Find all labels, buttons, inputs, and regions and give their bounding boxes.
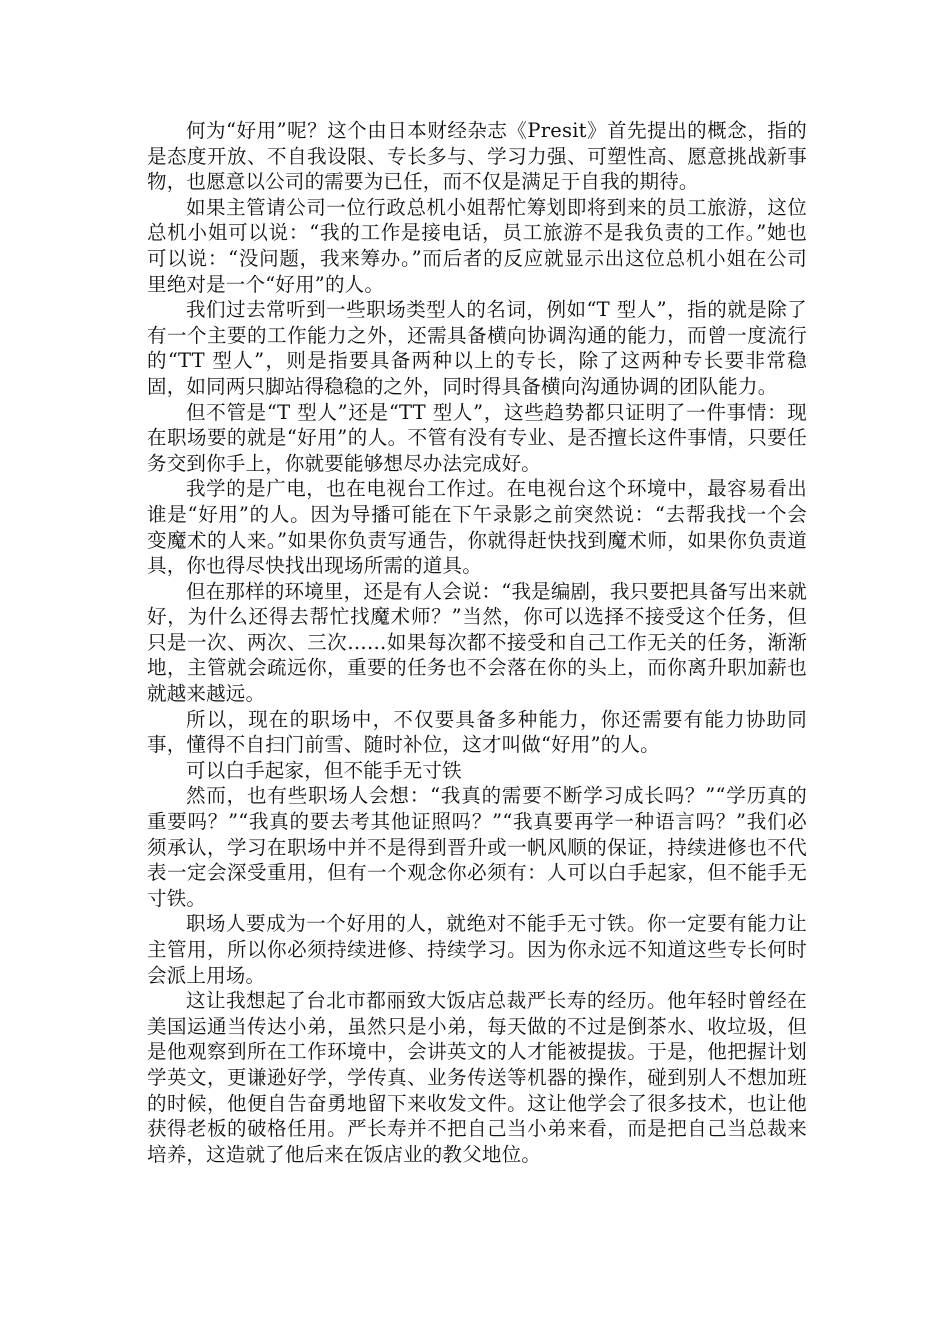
- paragraph-yan-changshou: 这让我想起了台北市都丽致大饭店总裁严长寿的经历。他年轻时曾经在美国运通当传达小弟，虽然只是小弟，每天做的不过是倒茶水、收垃圾，但是他观察到所在工作环境中，会讲英文的人才能被提拔。于是，他把握计划学英文，更谦逊好学，学传真、业务传送等机器的操作，碰到别人不想加班的时候，他便自告奋勇地留下来收发文件。这让他学会了很多技术，也让他获得老板的破格任用。严长寿并不把自己当小弟来看，而是把自己当总裁来培养，这造就了他后来在饭店业的教父地位。: [147, 989, 807, 1166]
- paragraph-t-type-people: 我们过去常听到一些职场类型人的名词，例如“T 型人”，指的就是除了有一个主要的工作能力之外，还需具备横向协调沟通的能力，而曾一度流行的“TT 型人”，则是指要具备两种以上的专长，除了这两种专长要非常稳固，如同两只脚站得稳稳的之外，同时得具备横向沟通协调的团队能力。: [147, 298, 807, 398]
- paragraph-receptionist-example: 如果主管请公司一位行政总机小姐帮忙筹划即将到来的员工旅游，这位总机小姐可以说：“我的工作是接电话，员工旅游不是我负责的工作。”她也可以说：“没问题，我来筹办。”而后者的反应就显示出这位总机小姐在公司里绝对是一个“好用”的人。: [147, 195, 807, 296]
- paragraph-helping-colleagues: 所以，现在的职场中，不仅要具备多种能力，你还需要有能力协助同事，懂得不自扫门前雪、随时补位，这才叫做“好用”的人。: [147, 707, 807, 757]
- section-heading: 可以白手起家，但不能手无寸铁: [186, 758, 462, 782]
- paragraph-screenwriter: 但在那样的环境里，还是有人会说：“我是编剧，我只要把具备写出来就好，为什么还得去帮忙找魔术师？”当然，你可以选择不接受这个任务，但只是一次、两次、三次……如果每次都不接受和自己工作无关的任务，渐渐地，主管就会疏远你，重要的任务也不会落在你的头上，而你离升职加薪也就越来越远。: [147, 579, 807, 706]
- paragraph-workplace-trend: 但不管是“T 型人”还是“TT 型人”，这些趋势都只证明了一件事情：现在职场要的就是“好用”的人。不管有没有专业、是否擅长这件事情，只要任务交到你手上，你就要能够想尽办法完成好。: [147, 400, 807, 475]
- paragraph-continuous-learning: 然而，也有些职场人会想：“我真的需要不断学习成长吗？”“学历真的重要吗？”“我真的要去考其他证照吗？”“我真要再学一种语言吗？”我们必须承认，学习在职场中并不是得到晋升或一帆风顺的保证，持续进修也不代表一定会深受重用，但有一个观念你必须有：人可以白手起家，但不能手无寸铁。: [147, 784, 807, 910]
- paragraph-tv-station: 我学的是广电，也在电视台工作过。在电视台这个环境中，最容易看出谁是“好用”的人。因为导播可能在下午录影之前突然说：“去帮我找一个会变魔术的人来。”如果你负责写通告，你就得赶快找到魔术师，如果你负责道具，你也得尽快找出现场所需的道具。: [147, 477, 807, 578]
- paragraph-not-empty-handed: 职场人要成为一个好用的人，就绝对不能手无寸铁。你一定要有能力让主管用，所以你必须持续进修、持续学习。因为你永远不知道这些专长何时会派上用场。: [147, 912, 807, 987]
- paragraph-haoyong-definition: 何为“好用”呢？这个由日本财经杂志《Presit》首先提出的概念，指的是态度开放、不自我设限、专长多与、学习力强、可塑性高、愿意挑战新事物，也愿意以公司的需要为已任，而不仅是满足于自我的期待。: [147, 119, 807, 194]
- document-body: [147, 118, 807, 1167]
